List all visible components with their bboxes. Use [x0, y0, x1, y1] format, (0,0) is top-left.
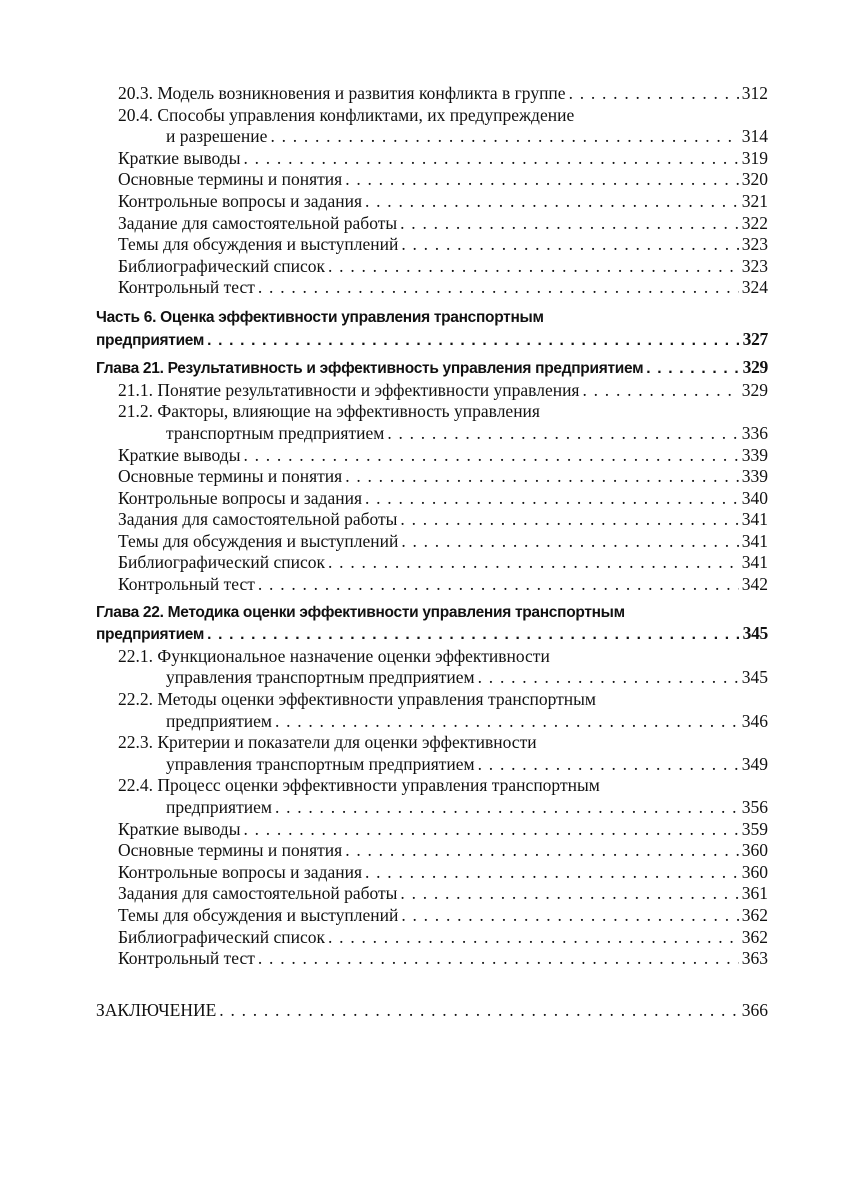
toc-chapter-21 [96, 357, 768, 380]
toc-page-number: 360 [741, 861, 768, 882]
toc-entry-title: Контрольный тест [118, 948, 255, 969]
leader-dots [345, 840, 739, 862]
table-of-contents [96, 83, 768, 1021]
toc-entry-title: Глава 21. Результативность и эффективность управления предприятием [96, 360, 644, 378]
toc-entry-22-3-line1: 22.3. Критерии и показатели для оценки эффективности [118, 732, 537, 753]
toc-item [96, 445, 768, 467]
toc-entry-22-3 [96, 754, 768, 776]
toc-page-number: 340 [741, 487, 768, 508]
toc-entry-title: Задания для самостоятельной работы [118, 509, 398, 530]
leader-dots [243, 148, 738, 170]
toc-page-number: 339 [741, 444, 768, 465]
toc-item [96, 277, 768, 299]
toc-entry-title: Основные термины и понятия [118, 169, 343, 190]
leader-dots [401, 234, 738, 256]
leader-dots [646, 358, 739, 380]
toc-entry-22-1-line1: 22.1. Функциональное назначение оценки эффективности [118, 645, 550, 666]
toc-item [96, 883, 768, 905]
toc-page-number: 356 [741, 797, 768, 817]
toc-entry-title: Задание для самостоятельной работы [118, 212, 398, 233]
leader-dots [243, 445, 738, 467]
toc-item [96, 819, 768, 841]
toc-page-number: 329 [741, 379, 768, 400]
toc-entry-22-4-line1: 22.4. Процесс оценки эффективности управления транспортным [118, 775, 600, 796]
toc-entry-22-2 [96, 711, 768, 733]
toc-entry-21-2 [96, 423, 768, 445]
toc-page-number: 323 [741, 234, 768, 255]
toc-item [96, 488, 768, 510]
leader-dots [365, 862, 739, 884]
leader-dots [478, 667, 739, 689]
leader-dots [583, 380, 739, 402]
leader-dots [478, 754, 739, 776]
toc-page-number: 362 [741, 904, 768, 925]
toc-item [96, 191, 768, 213]
toc-page-number: 349 [741, 753, 768, 774]
leader-dots [365, 488, 739, 510]
toc-page-number: 361 [741, 883, 768, 904]
toc-item [96, 948, 768, 970]
toc-entry-title: Основные термины и понятия [118, 466, 343, 487]
leader-dots [400, 213, 739, 235]
toc-entry-title: Контрольные вопросы и задания [118, 487, 362, 508]
leader-dots [365, 191, 739, 213]
toc-item [96, 905, 768, 927]
toc-page-number: 363 [741, 948, 768, 969]
toc-page-number: 345 [741, 667, 768, 688]
toc-item [96, 169, 768, 191]
leader-dots [207, 624, 740, 646]
toc-entry-20-4 [96, 126, 768, 148]
leader-dots [258, 277, 739, 299]
toc-chapter-22-line1: Глава 22. Методика оценки эффективности управления транспортным [96, 603, 625, 621]
toc-entry-21-1 [96, 380, 768, 402]
toc-entry-title: Контрольные вопросы и задания [118, 861, 362, 882]
toc-entry-title: Темы для обсуждения и выступлений [118, 904, 399, 925]
toc-item [96, 840, 768, 862]
leader-dots [275, 711, 739, 733]
leader-dots [258, 948, 739, 970]
toc-item [96, 552, 768, 574]
toc-part-6-line1: Часть 6. Оценка эффективности управления транспортным [96, 308, 544, 326]
leader-dots [275, 797, 739, 819]
toc-item [96, 574, 768, 596]
toc-item [96, 148, 768, 170]
toc-page-number: 345 [742, 623, 768, 644]
toc-page-number: 341 [741, 530, 768, 551]
toc-item [96, 213, 768, 235]
toc-entry-20-4-line1: 20.4. Способы управления конфликтами, их предупреждение [118, 104, 575, 125]
leader-dots [401, 905, 738, 927]
toc-page-number: 312 [741, 83, 768, 103]
toc-part-6 [96, 329, 768, 352]
toc-entry-title: Основные термины и понятия [118, 840, 343, 861]
toc-page-number: 323 [741, 255, 768, 276]
toc-entry-title: Контрольный тест [118, 277, 255, 298]
toc-entry-title: ЗАКЛЮЧЕНИЕ [96, 999, 217, 1020]
toc-entry-title: транспортным предприятием [166, 422, 385, 443]
leader-dots [400, 883, 738, 905]
toc-entry-title: 21.1. Понятие результативности и эффективности управления [118, 379, 580, 400]
toc-page-number: 319 [741, 147, 768, 168]
toc-item [96, 466, 768, 488]
toc-page-number: 362 [741, 926, 768, 947]
toc-page-number: 359 [741, 818, 768, 839]
toc-entry-title: управления транспортным предприятием [166, 667, 475, 688]
leader-dots [258, 574, 739, 596]
toc-page-number: 336 [741, 422, 768, 443]
toc-entry-title: Библиографический список [118, 926, 326, 947]
toc-item [96, 256, 768, 278]
leader-dots [207, 330, 740, 352]
toc-entry-title: предприятием [96, 331, 205, 349]
toc-entry-title: Библиографический список [118, 255, 326, 276]
toc-page-number: 339 [741, 466, 768, 487]
toc-item [96, 531, 768, 553]
toc-entry-title: Библиографический список [118, 552, 326, 573]
toc-page-number: 346 [741, 710, 768, 731]
toc-page-number: 341 [741, 509, 768, 530]
leader-dots [387, 423, 738, 445]
toc-entry-title: Темы для обсуждения и выступлений [118, 234, 399, 255]
toc-entry-title: Краткие выводы [118, 818, 241, 839]
toc-page-number: 320 [741, 169, 768, 190]
toc-item [96, 862, 768, 884]
leader-dots [345, 466, 739, 488]
toc-entry-title: Контрольный тест [118, 574, 255, 595]
toc-entry-title: и разрешение [166, 126, 268, 147]
toc-entry-20-3 [96, 83, 768, 105]
toc-entry-title: предприятием [96, 626, 205, 644]
toc-page-number: 341 [741, 552, 768, 573]
toc-page-number: 360 [741, 840, 768, 861]
toc-entry-title: Задания для самостоятельной работы [118, 883, 398, 904]
leader-dots [243, 819, 738, 841]
leader-dots [569, 83, 739, 105]
leader-dots [270, 126, 738, 148]
toc-entry-22-4 [96, 797, 768, 819]
toc-item [96, 509, 768, 531]
leader-dots [400, 509, 738, 531]
toc-entry-title: Краткие выводы [118, 147, 241, 168]
leader-dots [328, 552, 739, 574]
toc-page-number: 329 [742, 357, 768, 378]
toc-chapter-22 [96, 623, 768, 646]
toc-page-number: 324 [741, 277, 768, 298]
toc-item [96, 927, 768, 949]
leader-dots [219, 1000, 738, 1022]
toc-item [96, 234, 768, 256]
toc-entry-21-2-line1: 21.2. Факторы, влияющие на эффективность управления [118, 401, 540, 422]
leader-dots [401, 531, 738, 553]
toc-entry-title: Краткие выводы [118, 444, 241, 465]
toc-page-number: 342 [741, 574, 768, 595]
leader-dots [345, 169, 739, 191]
toc-entry-title: 20.3. Модель возникновения и развития конфликта в группе [118, 83, 566, 103]
toc-entry-22-2-line1: 22.2. Методы оценки эффективности управления транспортным [118, 689, 596, 710]
toc-page-number: 314 [741, 126, 768, 147]
leader-dots [328, 256, 739, 278]
toc-page-number: 321 [741, 190, 768, 211]
toc-entry-title: Темы для обсуждения и выступлений [118, 530, 399, 551]
toc-page-number: 366 [741, 999, 768, 1020]
toc-page-number: 322 [741, 212, 768, 233]
toc-entry-title: предприятием [166, 797, 272, 817]
toc-entry-22-1 [96, 667, 768, 689]
toc-page-number: 327 [742, 328, 768, 349]
toc-conclusion [96, 1000, 768, 1022]
toc-entry-title: Контрольные вопросы и задания [118, 190, 362, 211]
toc-entry-title: управления транспортным предприятием [166, 753, 475, 774]
toc-entry-title: предприятием [166, 710, 272, 731]
leader-dots [328, 927, 739, 949]
